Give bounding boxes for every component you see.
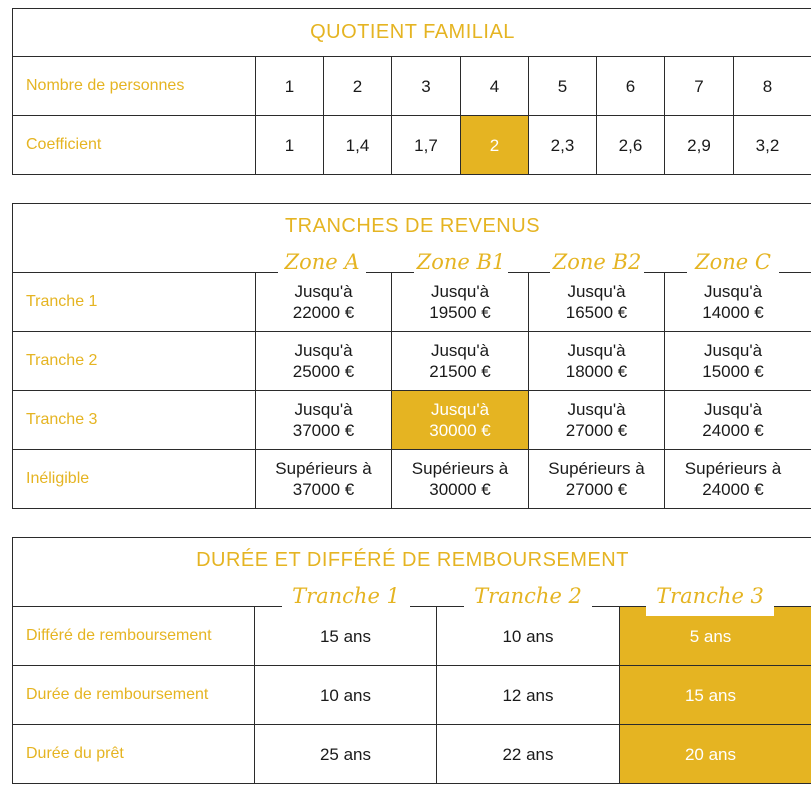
duration-cell-highlighted: 15 ans: [684, 685, 737, 705]
persons-cell: 2: [352, 76, 363, 96]
income-cell-prefix: Supérieurs à: [684, 459, 782, 478]
income-cell: [665, 332, 801, 390]
income-cell: [256, 273, 391, 331]
persons-cell: 4: [489, 76, 500, 96]
income-cell-prefix: Jusqu'à: [703, 341, 763, 360]
income-cell-amount: 14000 €: [702, 303, 764, 322]
row-label-nombre-personnes: Nombre de personnes: [26, 77, 185, 94]
income-cell: [256, 450, 391, 508]
income-cell-amount: 37000 €: [292, 480, 355, 499]
income-cell-highlighted: [392, 391, 528, 449]
zone-header-a: Zone A: [278, 250, 366, 280]
persons-cell: 3: [421, 76, 431, 96]
income-cell-prefix: Jusqu'à: [430, 400, 490, 419]
row-label-tranche-2: Tranche 2: [26, 352, 98, 369]
coefficient-cell: 1: [284, 135, 295, 155]
duration-cell: 25 ans: [319, 744, 372, 764]
income-cell-amount: 22000 €: [292, 303, 355, 322]
row-label-duree-remboursement: Durée de remboursement: [26, 686, 209, 703]
income-cell-amount: 18000 €: [565, 362, 628, 381]
duration-cell: 22 ans: [502, 744, 554, 764]
duration-cell-highlighted: 5 ans: [689, 626, 732, 646]
income-cell-amount: 27000 €: [565, 480, 628, 499]
income-cell-amount: 19500 €: [429, 303, 491, 322]
persons-cell: 7: [694, 76, 704, 96]
tranche-header-3: Tranche 3: [646, 584, 774, 616]
income-cell: [392, 273, 528, 331]
tranche-header-2: Tranche 2: [464, 584, 592, 616]
duration-cell-highlighted: 20 ans: [684, 744, 737, 764]
duree-differe-title: DURÉE ET DIFFÉRÉ DE REMBOURSEMENT: [196, 549, 629, 571]
row-label-coefficient: Coefficient: [26, 136, 102, 153]
duration-cell: 10 ans: [319, 685, 372, 705]
income-cell-prefix: Supérieurs à: [275, 459, 372, 478]
income-cell-amount: 30000 €: [429, 480, 491, 499]
quotient-familial-title: QUOTIENT FAMILIAL: [310, 21, 515, 43]
income-cell: [256, 332, 391, 390]
income-cell-prefix: Jusqu'à: [567, 282, 626, 301]
income-cell-amount: 15000 €: [702, 362, 764, 381]
persons-cell: 8: [762, 76, 773, 96]
income-cell-prefix: Jusqu'à: [430, 341, 490, 360]
duration-cell: 12 ans: [502, 685, 554, 705]
duration-cell: 10 ans: [502, 626, 554, 646]
coefficient-cell: 1,4: [345, 135, 370, 155]
income-cell-amount: 16500 €: [565, 303, 628, 322]
persons-cell: 5: [557, 76, 568, 96]
income-cell-prefix: Jusqu'à: [567, 341, 626, 360]
persons-cell: 1: [284, 76, 295, 96]
income-cell-amount: 30000 €: [429, 421, 491, 440]
row-label-duree-pret: Durée du prêt: [26, 745, 124, 762]
income-cell-prefix: Jusqu'à: [567, 400, 626, 419]
income-cell-prefix: Jusqu'à: [294, 400, 353, 419]
income-cell: [665, 391, 801, 449]
coefficient-cell: 3,2: [755, 135, 780, 155]
income-cell: [529, 450, 664, 508]
coefficient-cell: 1,7: [414, 135, 438, 155]
income-cell: [665, 450, 801, 508]
tranches-revenus-title: TRANCHES DE REVENUS: [284, 215, 541, 237]
income-cell-prefix: Supérieurs à: [411, 459, 509, 478]
row-label-tranche-3: Tranche 3: [26, 411, 98, 428]
coefficient-cell: 2,9: [687, 135, 711, 155]
income-cell-amount: 24000 €: [702, 480, 764, 499]
income-cell: [529, 273, 664, 331]
income-cell: [392, 332, 528, 390]
income-cell-amount: 24000 €: [702, 421, 764, 440]
coefficient-cell: 2,3: [550, 135, 575, 155]
income-cell-amount: 25000 €: [292, 362, 355, 381]
zone-header-c: Zone C: [687, 250, 779, 280]
row-label-differe: Différé de remboursement: [26, 627, 212, 644]
income-cell-prefix: Jusqu'à: [294, 341, 353, 360]
income-cell: [529, 391, 664, 449]
coefficient-cell: 2,6: [618, 135, 643, 155]
income-cell-prefix: Jusqu'à: [294, 282, 353, 301]
income-cell: [256, 391, 391, 449]
income-cell-amount: 37000 €: [292, 421, 355, 440]
income-cell: [665, 273, 801, 331]
income-cell-prefix: Jusqu'à: [703, 282, 763, 301]
income-cell-prefix: Supérieurs à: [548, 459, 645, 478]
row-label-tranche-1: Tranche 1: [26, 293, 98, 310]
income-cell-prefix: Jusqu'à: [430, 282, 490, 301]
income-cell-amount: 27000 €: [565, 421, 628, 440]
zone-header-b2: Zone B2: [550, 250, 644, 280]
income-cell-prefix: Jusqu'à: [703, 400, 763, 419]
income-cell-amount: 21500 €: [429, 362, 491, 381]
coefficient-cell-highlighted: 2: [461, 116, 528, 174]
row-label-ineligible: Inéligible: [26, 470, 90, 487]
zone-header-b1: Zone B1: [414, 250, 508, 280]
tranche-header-1: Tranche 1: [282, 584, 410, 616]
duration-cell: 15 ans: [319, 626, 372, 646]
income-cell: [529, 332, 664, 390]
persons-cell: 6: [625, 76, 636, 96]
income-cell: [392, 450, 528, 508]
